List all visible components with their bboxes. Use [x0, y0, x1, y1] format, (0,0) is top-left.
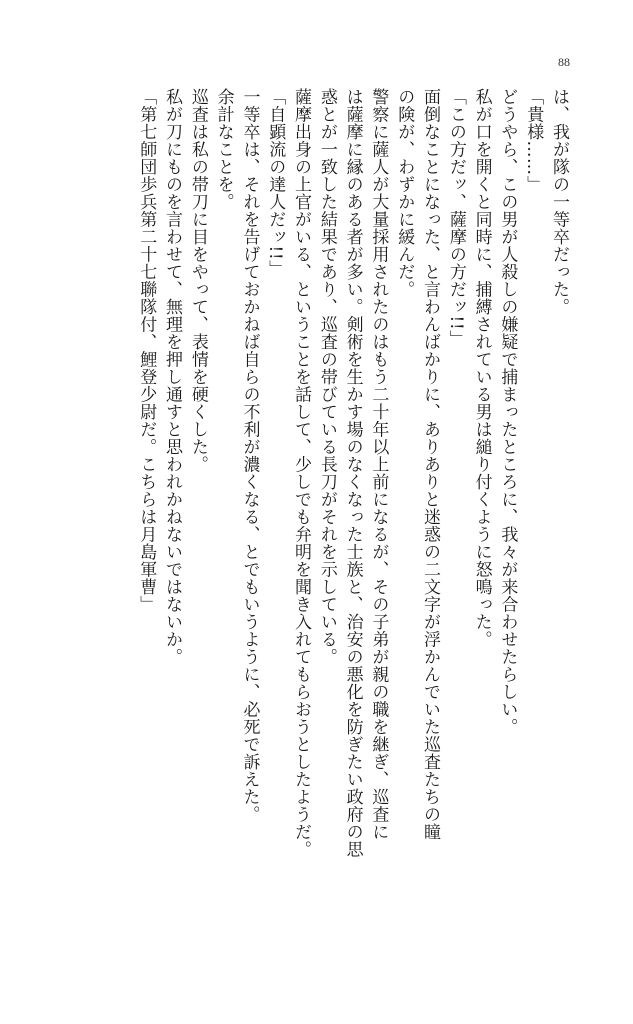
- text-line: は、我が隊の一等卒だった。: [549, 88, 569, 316]
- text-line: 余計なことを。: [213, 88, 234, 211]
- text-line: 一等卒は、それを告げておかねば自らの不利が濃くなる、とでもいうように、必死で訴えた。: [239, 88, 260, 823]
- text-line: 巡査は私の帯刀に目をやって、表情を硬くした。: [187, 88, 208, 473]
- text-line: 私が刀にものを言わせて、無理を押し通すと思われかねないではないか。: [162, 88, 183, 666]
- text-line: 私が口を開くと同時に、捕縛されている男は縋り付くように怒鳴った。: [471, 88, 492, 648]
- page-number: 88: [558, 55, 570, 69]
- text-line: 薩摩出身の上官がいる、ということを話して、少しでも弁明を聞き入れてもらおうとしたようだ。: [291, 88, 312, 858]
- text-line: 惑とが一致した結果であり、巡査の帯びている長刀がそれを示している。: [316, 88, 337, 666]
- vertical-text-body: [132, 88, 571, 988]
- text-line: 警察に薩人が大量採用されたのはもう二十年以上前になるが、その子弟が親の職を継ぎ、巡査に: [368, 88, 389, 841]
- text-line: は薩摩に縁のある者が多い。剣術を生かす場のなくなった士族と、治安の悪化を防ぎたい政府の思: [342, 88, 363, 858]
- text-line: の険が、わずかに緩んだ。: [394, 88, 415, 298]
- text-line: 「貴様……」: [523, 88, 544, 193]
- text-line: 面倒なことになった、と言わんばかりに、ありありと迷惑の二文字が浮かんでいた巡査たちの瞳: [420, 88, 441, 841]
- text-line: どうやら、この男が人殺しの嫌疑で捕まったところに、我々が来合わせたらしい。: [497, 88, 518, 736]
- text-line: 「自顕流の達人だッ!!」: [265, 88, 286, 278]
- text-line: 「第七師団歩兵第二十七聯隊付、鯉登少尉だ。こちらは月島軍曹」: [136, 88, 157, 613]
- text-line: 「この方だッ、薩摩の方だッ!!」: [445, 88, 466, 348]
